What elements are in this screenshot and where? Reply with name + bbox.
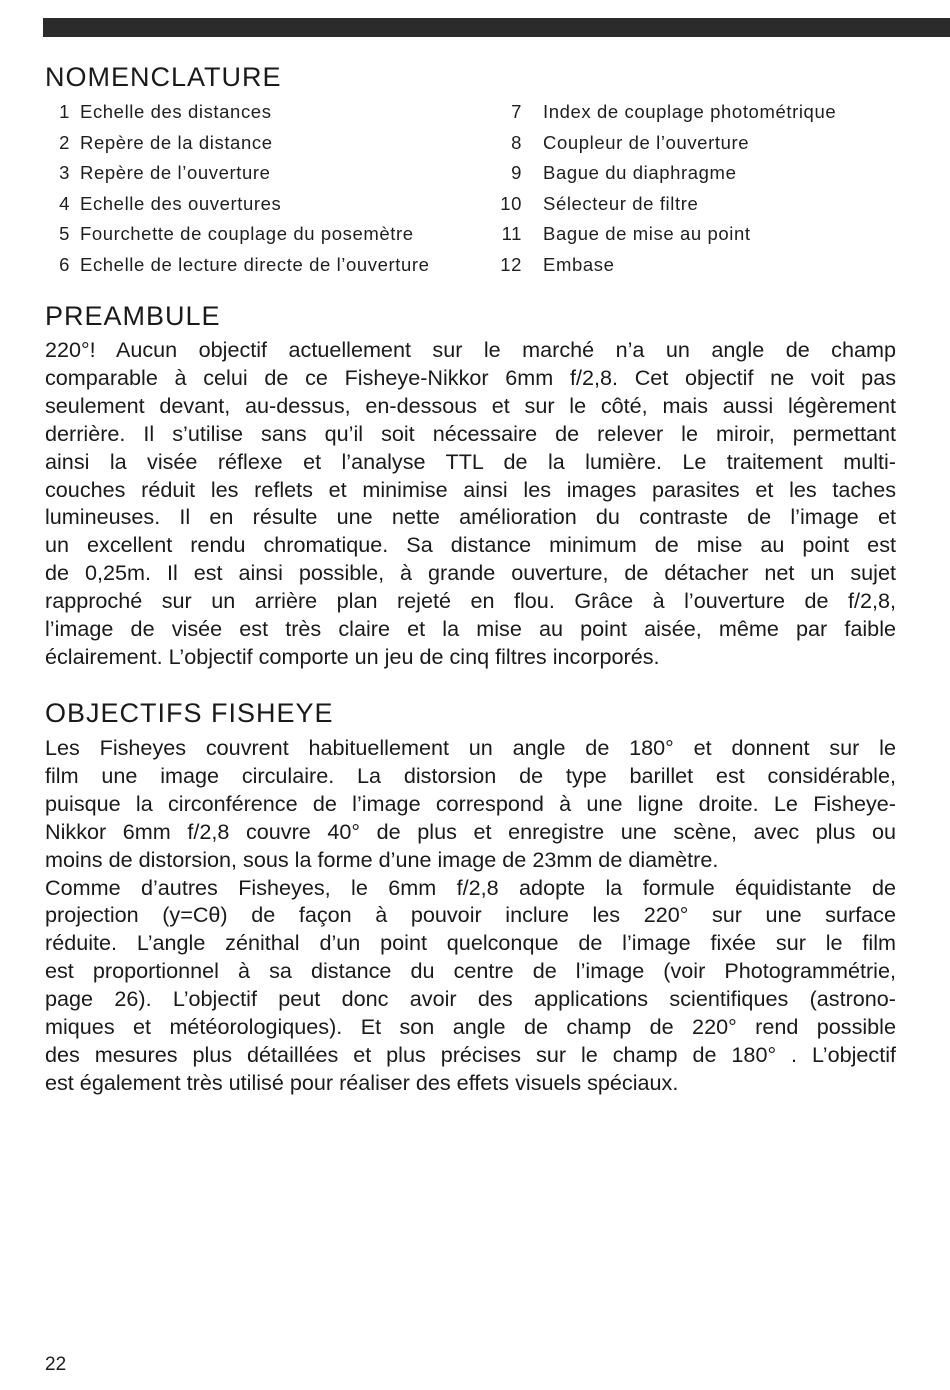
text-line: ainsi la visée réflexe et l’analyse TTL de la lumière. Le traitement multi- (45, 448, 896, 474)
item-number: 1 (59, 101, 70, 122)
text-line: film une image circulaire. La distorsion de type barillet est considérable, (45, 762, 896, 788)
item-label: Echelle de lecture directe de l’ouverture (80, 253, 430, 275)
item-number: 2 (59, 131, 70, 153)
item-label: Embase (543, 253, 615, 275)
item-number: 7 (511, 101, 522, 122)
preambule-paragraph (45, 336, 896, 671)
text-line: moins de distorsion, sous la forme d’une image de 23mm de diamètre. (45, 846, 719, 872)
preambule-heading: PREAMBULE (45, 301, 221, 331)
item-label: Coupleur de l’ouverture (543, 131, 750, 153)
text-line: seulement devant, au-dessus, en-dessous et sur le côté, mais aussi légèrement (45, 392, 896, 418)
nomenclature-item (498, 250, 836, 281)
nomenclature-item (45, 219, 430, 250)
nomenclature-item (498, 219, 836, 250)
item-number: 4 (59, 192, 70, 214)
nomenclature-item (45, 189, 430, 220)
text-line: des mesures plus détaillées et plus précises sur le champ de 180° . L’objectif (45, 1041, 896, 1067)
text-line: un excellent rendu chromatique. Sa distance minimum de mise au point est (45, 532, 896, 558)
text-line: comparable à celui de ce Fisheye-Nikkor 6mm f/2,8. Cet objectif ne voit pas (45, 364, 896, 390)
item-number: 9 (511, 162, 522, 183)
item-number: 3 (59, 162, 70, 183)
nomenclature-item (45, 158, 430, 189)
text-line: couches réduit les reflets et minimise ainsi les images parasites et les taches (45, 476, 896, 502)
header-rule (43, 18, 950, 37)
item-label: Echelle des ouvertures (80, 192, 282, 214)
text-line: est proportionnel à sa distance du centre de l’image (voir Photogrammétrie, (45, 958, 896, 984)
item-number: 5 (59, 223, 70, 244)
item-label: Echelle des distances (80, 101, 272, 122)
item-label: Repère de l’ouverture (80, 162, 271, 183)
text-line: projection (y=Cθ) de façon à pouvoir inclure les 220° sur une surface (45, 902, 896, 928)
item-label: Bague du diaphragme (543, 162, 737, 183)
item-label: Fourchette de couplage du posemètre (80, 223, 414, 244)
text-line: page 26). L’objectif peut donc avoir des applications scientifiques (astrono- (45, 986, 896, 1012)
nomenclature-list-right (498, 97, 836, 280)
nomenclature-heading: NOMENCLATURE (45, 62, 282, 92)
text-line: derrière. Il s’utilise sans qu’il soit nécessaire de relever le miroir, permettant (45, 420, 896, 446)
text-line: 220°! Aucun objectif actuellement sur le marché n’a un angle de champ (45, 337, 896, 362)
text-line: de 0,25m. Il est ainsi possible, à grande ouverture, de détacher net un sujet (45, 560, 896, 586)
item-number: 8 (511, 131, 522, 153)
text-line: réduite. L’angle zénithal d’un point quelconque de l’image fixée sur le film (45, 930, 896, 956)
item-number: 11 (501, 223, 522, 244)
item-number: 6 (59, 253, 70, 275)
text-line: puisque la circonférence de l’image correspond à une ligne droite. Le Fisheye- (45, 790, 896, 816)
nomenclature-item (45, 97, 430, 128)
text-line: Les Fisheyes couvrent habituellement un angle de 180° et donnent sur le (45, 735, 896, 760)
objectifs-heading: OBJECTIFS FISHEYE (45, 698, 334, 728)
text-line: est également très utilisé pour réaliser des effets visuels spéciaux. (45, 1069, 679, 1095)
page-number: 22 (45, 1354, 67, 1375)
text-line: Comme d’autres Fisheyes, le 6mm f/2,8 adopte la formule équidistante de (45, 874, 896, 900)
text-line: Nikkor 6mm f/2,8 couvre 40° de plus et enregistre une scène, avec plus ou (45, 818, 896, 844)
text-line: lumineuses. Il en résulte une nette amélioration du contraste de l’image et (45, 504, 896, 530)
item-label: Sélecteur de filtre (543, 192, 699, 214)
nomenclature-item (498, 97, 836, 128)
text-line: éclairement. L’objectif comporte un jeu de cinq filtres incorporés. (45, 643, 660, 669)
nomenclature-item (498, 158, 836, 189)
item-label: Repère de la distance (80, 131, 273, 153)
nomenclature-list-left (45, 97, 430, 280)
text-line: rapproché sur un arrière plan rejeté en flou. Grâce à l’ouverture de f/2,8, (45, 588, 896, 614)
nomenclature-item (45, 250, 430, 281)
item-number: 10 (500, 192, 522, 214)
nomenclature-item (498, 128, 836, 159)
item-label: Bague de mise au point (543, 223, 751, 244)
item-number: 12 (500, 253, 522, 275)
objectifs-paragraph (45, 734, 896, 1097)
item-label: Index de couplage photométrique (543, 101, 837, 122)
nomenclature-item (498, 189, 836, 220)
text-line: l’image de visée est très claire et la mise au point aisée, même par faible (45, 616, 896, 642)
text-line: miques et météorologiques). Et son angle de champ de 220° rend possible (45, 1014, 896, 1040)
nomenclature-item (45, 128, 430, 159)
